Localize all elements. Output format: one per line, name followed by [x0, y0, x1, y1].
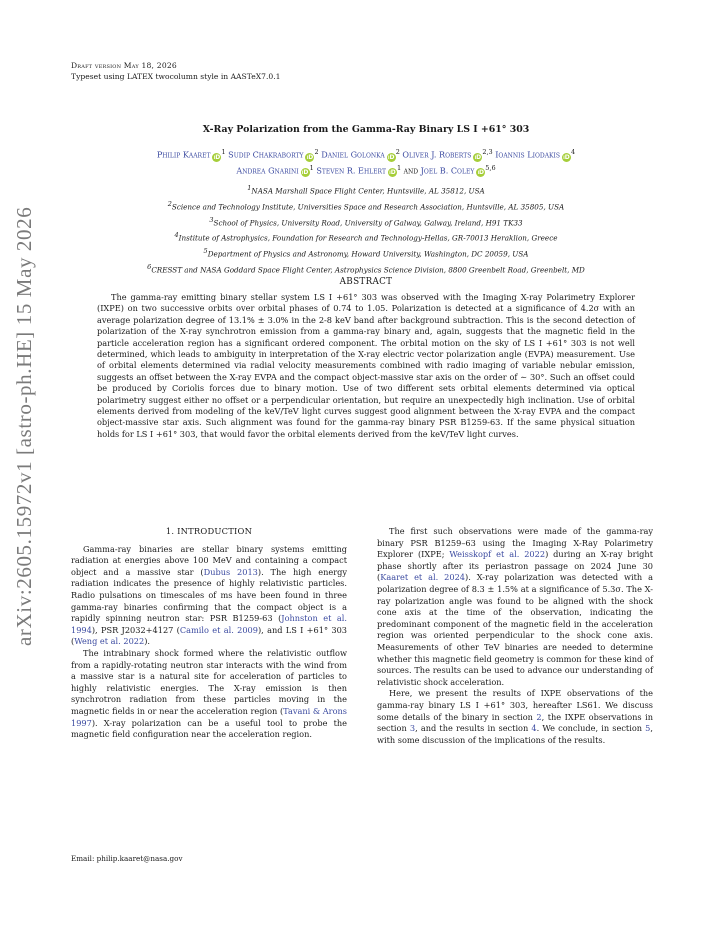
author-name[interactable]: Joel B. Coley: [420, 165, 475, 176]
citation-link[interactable]: 4: [531, 723, 537, 734]
author-name[interactable]: Ioannis Liodakis: [495, 149, 561, 160]
citation-link[interactable]: Weng et al. 2022: [74, 636, 145, 647]
affiliation-number: 2: [167, 199, 172, 208]
arxiv-identifier-stamp: arXiv:2605.15972v1 [astro-ph.HE] 15 May 2026: [12, 206, 36, 646]
email-footnote: Email: philip.kaaret@nasa.gov: [71, 854, 183, 863]
orcid-icon[interactable]: iD: [477, 169, 485, 177]
affiliation-number: 6: [147, 262, 152, 271]
author-list: [71, 146, 661, 177]
author-name[interactable]: Philip Kaaret: [156, 149, 211, 160]
paragraph-text: Here, we present the results of IXPE observations of the gamma-ray binary LS I +61° 303, hereafter LS61. We discuss some details of the binary in section: [377, 688, 653, 722]
affiliation-line: [71, 182, 661, 198]
author-and: and: [401, 165, 421, 176]
paragraph-text: Gamma-ray binaries are stellar binary systems emitting radiation at energies above 100 MeV and containing a compact object and a massive star (: [71, 543, 347, 577]
author-name[interactable]: Sudip Chakraborty: [228, 149, 304, 160]
orcid-icon[interactable]: iD: [301, 169, 309, 177]
affiliation-line: [71, 214, 661, 230]
draft-version-line: Draft version May 18, 2026: [71, 61, 177, 70]
paragraph-text: , and the results in section: [415, 723, 532, 734]
paragraph-text: , the IXPE observations in section: [377, 711, 653, 734]
orcid-icon[interactable]: iD: [387, 153, 395, 161]
affiliation-line: [71, 245, 661, 261]
affiliation-marker: 2,3: [482, 148, 493, 156]
citation-link[interactable]: 2: [536, 711, 542, 722]
affiliation-marker: 1: [309, 163, 314, 172]
intro-paragraph-1: [71, 544, 347, 648]
affiliation-text: NASA Marshall Space Flight Center, Huntsville, AL 35812, USA: [251, 186, 485, 196]
affiliation-text: Science and Technology Institute, Universities Space and Research Association, Huntsville, AL 35805, USA: [171, 202, 565, 212]
paragraph-text: ).: [144, 636, 150, 647]
affiliation-number: 3: [209, 215, 214, 224]
abstract-text: The gamma-ray emitting binary stellar system LS I +61° 303 was observed with the Imaging X-ray Polarimetry Explorer (IXPE) on two successive orbits over orbital phases of 0.74 to 1.05. Polarization is detected at a significance of 4.2σ with an average polarization degree of 13.1% ± 3.0% in the 2-8 keV band after background subtraction. This is the second detection of polarization of the X-ray synchrotron emission from a gamma-ray binary and, again, suggests that the magnetic field in the particle acceleration region has a significant ordered component. The orbital motion on the sky of LS I +61° 303 is not well determined, which leads to ambiguity in interpretation of the X-ray electric vector polarization angle (EVPA) measurement. Use of orbital elements determined via radial velocity measurements combined with radio imaging of variable nebular emission, suggests an offset between the X-ray EVPA and the compact object-massive star axis on the order of ∼ 30°. Such an offset could be produced by Coriolis forces due to binary motion. Use of two different sets orbital elements determined via optical polarimetry suggest either no offset or a perpendicular orientation, but require an unexpectedly high inclination. Use of orbital elements derived from modeling of the keV/TeV light curves suggest good alignment between the X-ray EVPA and the compact object-massive star axis. Such alignment was found for the gamma-ray binary PSR B1259-63. If the same physical situation holds for LS I +61° 303, that would favor the orbital elements derived from the keV/TeV light curves.: [97, 292, 635, 439]
intro-paragraph-4: [377, 688, 653, 746]
citation-link[interactable]: 5: [645, 723, 651, 734]
author-name[interactable]: Steven R. Ehlert: [316, 165, 386, 176]
affiliation-marker: 2: [395, 148, 400, 156]
affiliation-text: School of Physics, University Road, University of Galway, Galway, Ireland, H91 TK33: [213, 217, 523, 227]
header-meta: [71, 60, 280, 82]
orcid-icon[interactable]: iD: [306, 153, 314, 161]
affiliation-line: [71, 261, 661, 277]
affiliation-number: 1: [247, 184, 252, 192]
affiliation-line: [71, 229, 661, 245]
orcid-icon[interactable]: iD: [563, 153, 570, 161]
citation-link[interactable]: Tavani & Arons 1997: [71, 705, 347, 728]
intro-paragraph-3: [377, 526, 653, 688]
paragraph-text: ). X-ray polarization can be a useful tool to probe the magnetic field configuration near the acceleration region.: [71, 717, 347, 740]
citation-link[interactable]: Dubus 2013: [203, 566, 258, 577]
paper-title: X-Ray Polarization from the Gamma-Ray Binary LS I +61° 303: [202, 124, 530, 135]
paragraph-text: , with some discussion of the implications of the results.: [377, 723, 653, 745]
paragraph-text: ). The high energy radiation indicates the presence of highly relativistic particles. Radio pulsations on timescales of ms have been found in three gamma-ray binaries confirming that the compact object is a rapidly spinning neutron star: PSR B1259-63 (: [71, 566, 347, 624]
affiliation-number: 4: [174, 231, 179, 240]
paragraph-text: The intrabinary shock formed where the relativistic outflow from a rapidly-rotating neutron star interacts with the wind from a massive star is a natural site for acceleration of particles to highly relativistic energies. The X-ray emission is then synchrotron radiation from these particles moving in the magnetic fields in or near the acceleration region (: [71, 647, 347, 716]
intro-paragraph-2: [71, 648, 347, 741]
right-column: [377, 526, 653, 746]
orcid-icon[interactable]: iD: [213, 153, 221, 161]
left-column: [71, 526, 347, 741]
affiliation-marker: 1: [396, 163, 402, 172]
citation-link[interactable]: Kaaret et al. 2024: [380, 572, 466, 583]
orcid-icon[interactable]: iD: [474, 153, 482, 161]
affiliation-marker: 2: [314, 148, 319, 156]
affiliation-text: Institute of Astrophysics, Foundation for Research and Technology-Hellas, GR-70013 Heraklion, Greece: [178, 233, 558, 243]
affiliation-marker: 1: [221, 148, 226, 156]
orcid-icon[interactable]: iD: [389, 169, 396, 177]
citation-link[interactable]: Camilo et al. 2009: [179, 624, 258, 635]
affiliation-line: [71, 198, 661, 214]
paragraph-text: ). X-ray polarization was detected with a polarization degree of 8.3 ± 1.5% at a significance of 5.3σ. The X-ray polarization angle was found to be aligned with the shock cone axis at the time of the observation, indicating the predominant component of the magnetic field in the acceleration region was oriented perpendicular to the shock cone axis. Measurements of other TeV binaries are needed to determine whether this magnetic field geometry is common for these kind of sources. The results can be used to advance our understanding of relativistic shock acceleration.: [377, 572, 653, 687]
citation-link[interactable]: Weisskopf et al. 2022: [449, 549, 546, 560]
paragraph-text: ), PSR J2032+4127 (: [91, 624, 180, 635]
author-name[interactable]: Oliver J. Roberts: [402, 149, 472, 160]
affiliation-marker: 5,6: [485, 163, 496, 172]
author-name[interactable]: Daniel Golonka: [321, 149, 385, 160]
paragraph-text: The first such observations were made of the gamma-ray binary PSR B1259–63 using the Imaging X-Ray Polarimetry Explorer (IXPE;: [377, 526, 653, 560]
paragraph-text: ) during an X-ray bright phase shortly after its periastron passage on 2024 June 30 (: [377, 549, 653, 583]
paragraph-text: ), and LS I +61° 303 (: [71, 624, 347, 647]
paragraph-text: . We conclude, in section: [536, 723, 646, 734]
affiliation-list: [71, 182, 661, 277]
citation-link[interactable]: 3: [409, 723, 416, 734]
citation-link[interactable]: Johnston et al. 1994: [71, 613, 347, 635]
abstract-heading: ABSTRACT: [339, 277, 393, 287]
affiliation-number: 5: [203, 247, 208, 256]
affiliation-text: Department of Physics and Astronomy, Howard University, Washington, DC 20059, USA: [207, 249, 529, 259]
author-name[interactable]: Andrea Gnarini: [236, 165, 299, 176]
affiliation-text: CRESST and NASA Goddard Space Flight Center, Astrophysics Science Division, 8800 Greenbelt Road, Greenbelt, MD: [151, 265, 585, 275]
section-heading-introduction: 1. INTRODUCTION: [165, 526, 253, 536]
affiliation-marker: 4: [571, 148, 576, 156]
typeset-line: Typeset using LATEX twocolumn style in AASTeX7.0.1: [71, 72, 281, 81]
